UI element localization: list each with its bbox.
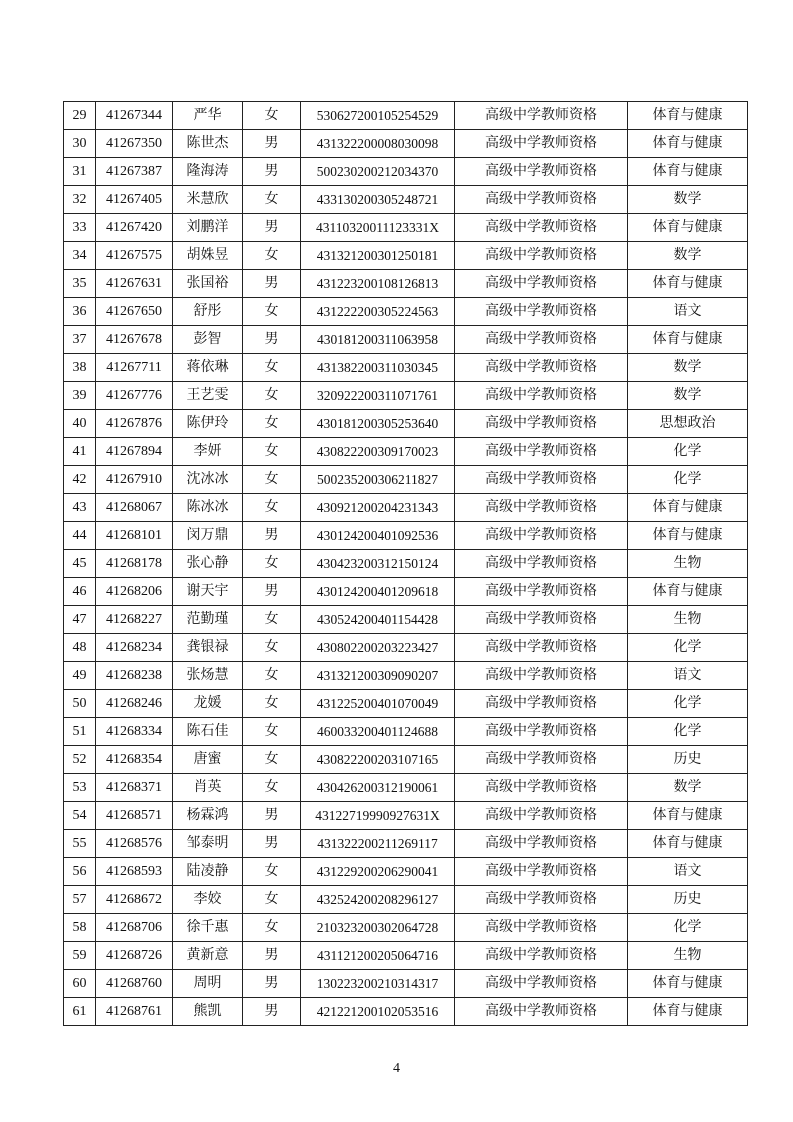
cell-exam-id: 41268227 [96,606,173,634]
cell-qualification: 高级中学教师资格 [455,858,628,886]
cell-exam-id: 41268067 [96,494,173,522]
cell-serial-number: 60 [64,970,96,998]
cell-qualification: 高级中学教师资格 [455,270,628,298]
cell-exam-id: 41267575 [96,242,173,270]
cell-serial-number: 46 [64,578,96,606]
cell-gender: 女 [243,914,301,942]
cell-qualification: 高级中学教师资格 [455,410,628,438]
cell-gender: 男 [243,942,301,970]
cell-qualification: 高级中学教师资格 [455,298,628,326]
cell-gender: 女 [243,410,301,438]
cell-gender: 女 [243,438,301,466]
table-row [64,438,748,466]
cell-serial-number: 40 [64,410,96,438]
cell-qualification: 高级中学教师资格 [455,914,628,942]
table-row [64,466,748,494]
cell-name: 徐千惠 [173,914,243,942]
cell-gender: 女 [243,242,301,270]
cell-qualification: 高级中学教师资格 [455,466,628,494]
cell-id-card: 421221200102053516 [301,998,455,1026]
cell-id-card: 500230200212034370 [301,158,455,186]
cell-qualification: 高级中学教师资格 [455,130,628,158]
cell-serial-number: 50 [64,690,96,718]
cell-exam-id: 41268761 [96,998,173,1026]
cell-serial-number: 41 [64,438,96,466]
cell-exam-id: 41268101 [96,522,173,550]
table-row [64,886,748,914]
cell-serial-number: 57 [64,886,96,914]
cell-subject: 数学 [628,774,748,802]
cell-qualification: 高级中学教师资格 [455,970,628,998]
table-row [64,522,748,550]
cell-subject: 数学 [628,186,748,214]
cell-exam-id: 41268576 [96,830,173,858]
cell-id-card: 430802200203223427 [301,634,455,662]
cell-name: 闵万鼎 [173,522,243,550]
cell-id-card: 430124200401092536 [301,522,455,550]
cell-subject: 体育与健康 [628,326,748,354]
cell-gender: 男 [243,970,301,998]
cell-id-card: 530627200105254529 [301,102,455,130]
cell-exam-id: 41268760 [96,970,173,998]
cell-name: 李姣 [173,886,243,914]
cell-id-card: 430181200311063958 [301,326,455,354]
cell-gender: 女 [243,550,301,578]
cell-id-card: 430822200203107165 [301,746,455,774]
table-row [64,858,748,886]
qualification-list-table [63,101,748,1026]
cell-exam-id: 41267387 [96,158,173,186]
table-row [64,942,748,970]
cell-name: 王艺雯 [173,382,243,410]
cell-exam-id: 41267894 [96,438,173,466]
cell-exam-id: 41268246 [96,690,173,718]
cell-qualification: 高级中学教师资格 [455,774,628,802]
cell-subject: 化学 [628,718,748,746]
cell-exam-id: 41268334 [96,718,173,746]
cell-exam-id: 41268706 [96,914,173,942]
cell-gender: 女 [243,774,301,802]
cell-serial-number: 47 [64,606,96,634]
cell-exam-id: 41267350 [96,130,173,158]
cell-qualification: 高级中学教师资格 [455,746,628,774]
cell-name: 沈冰冰 [173,466,243,494]
cell-qualification: 高级中学教师资格 [455,578,628,606]
cell-name: 谢天宇 [173,578,243,606]
cell-gender: 男 [243,522,301,550]
cell-name: 严华 [173,102,243,130]
cell-gender: 女 [243,494,301,522]
cell-serial-number: 54 [64,802,96,830]
cell-subject: 数学 [628,354,748,382]
cell-serial-number: 59 [64,942,96,970]
cell-id-card: 43122719990927631X [301,802,455,830]
cell-serial-number: 31 [64,158,96,186]
cell-qualification: 高级中学教师资格 [455,522,628,550]
cell-subject: 语文 [628,858,748,886]
cell-name: 陈世杰 [173,130,243,158]
cell-qualification: 高级中学教师资格 [455,998,628,1026]
cell-name: 彭智 [173,326,243,354]
cell-gender: 女 [243,466,301,494]
cell-subject: 体育与健康 [628,494,748,522]
cell-gender: 男 [243,326,301,354]
cell-exam-id: 41268206 [96,578,173,606]
cell-subject: 体育与健康 [628,130,748,158]
cell-gender: 女 [243,746,301,774]
cell-exam-id: 41267344 [96,102,173,130]
cell-name: 龙媛 [173,690,243,718]
table-row [64,970,748,998]
cell-gender: 男 [243,158,301,186]
cell-name: 肖英 [173,774,243,802]
cell-id-card: 431121200205064716 [301,942,455,970]
cell-exam-id: 41268726 [96,942,173,970]
cell-subject: 体育与健康 [628,802,748,830]
cell-subject: 历史 [628,746,748,774]
cell-name: 邹泰明 [173,830,243,858]
cell-id-card: 431225200401070049 [301,690,455,718]
table-row [64,186,748,214]
cell-serial-number: 56 [64,858,96,886]
cell-id-card: 431222200305224563 [301,298,455,326]
cell-subject: 化学 [628,634,748,662]
table-row [64,382,748,410]
cell-id-card: 43110320011123331X [301,214,455,242]
cell-qualification: 高级中学教师资格 [455,886,628,914]
table-row [64,774,748,802]
cell-serial-number: 35 [64,270,96,298]
cell-qualification: 高级中学教师资格 [455,438,628,466]
cell-id-card: 431321200301250181 [301,242,455,270]
table-body [64,102,748,1026]
cell-id-card: 210323200302064728 [301,914,455,942]
cell-subject: 体育与健康 [628,522,748,550]
cell-id-card: 431229200206290041 [301,858,455,886]
cell-qualification: 高级中学教师资格 [455,382,628,410]
cell-exam-id: 41268238 [96,662,173,690]
table-row [64,998,748,1026]
cell-id-card: 433130200305248721 [301,186,455,214]
table-row [64,830,748,858]
cell-serial-number: 52 [64,746,96,774]
cell-id-card: 431223200108126813 [301,270,455,298]
cell-serial-number: 48 [64,634,96,662]
cell-serial-number: 49 [64,662,96,690]
cell-gender: 女 [243,662,301,690]
cell-gender: 男 [243,578,301,606]
cell-name: 杨霖鸿 [173,802,243,830]
cell-id-card: 430181200305253640 [301,410,455,438]
cell-gender: 女 [243,718,301,746]
cell-serial-number: 38 [64,354,96,382]
cell-gender: 男 [243,214,301,242]
cell-id-card: 430124200401209618 [301,578,455,606]
cell-qualification: 高级中学教师资格 [455,606,628,634]
cell-subject: 历史 [628,886,748,914]
cell-name: 舒彤 [173,298,243,326]
cell-subject: 体育与健康 [628,998,748,1026]
table-row [64,746,748,774]
cell-id-card: 431322200211269117 [301,830,455,858]
cell-exam-id: 41267631 [96,270,173,298]
cell-serial-number: 58 [64,914,96,942]
cell-serial-number: 37 [64,326,96,354]
cell-serial-number: 36 [64,298,96,326]
cell-id-card: 500235200306211827 [301,466,455,494]
cell-gender: 女 [243,298,301,326]
cell-qualification: 高级中学教师资格 [455,802,628,830]
cell-subject: 体育与健康 [628,270,748,298]
cell-qualification: 高级中学教师资格 [455,494,628,522]
cell-name: 刘鹏洋 [173,214,243,242]
cell-exam-id: 41268672 [96,886,173,914]
table-row [64,802,748,830]
cell-qualification: 高级中学教师资格 [455,830,628,858]
cell-name: 蒋依琳 [173,354,243,382]
cell-subject: 语文 [628,662,748,690]
cell-serial-number: 32 [64,186,96,214]
cell-id-card: 432524200208296127 [301,886,455,914]
cell-exam-id: 41268593 [96,858,173,886]
cell-qualification: 高级中学教师资格 [455,214,628,242]
cell-id-card: 430426200312190061 [301,774,455,802]
table-row [64,606,748,634]
cell-gender: 男 [243,270,301,298]
cell-subject: 语文 [628,298,748,326]
cell-subject: 生物 [628,606,748,634]
table-row [64,214,748,242]
cell-name: 范勤瑾 [173,606,243,634]
cell-exam-id: 41267650 [96,298,173,326]
cell-subject: 化学 [628,914,748,942]
cell-id-card: 431321200309090207 [301,662,455,690]
cell-serial-number: 45 [64,550,96,578]
cell-exam-id: 41268178 [96,550,173,578]
table-row [64,158,748,186]
cell-subject: 数学 [628,382,748,410]
table-row [64,718,748,746]
cell-serial-number: 33 [64,214,96,242]
cell-name: 胡姝昱 [173,242,243,270]
table-row [64,578,748,606]
table-row [64,102,748,130]
cell-qualification: 高级中学教师资格 [455,186,628,214]
cell-qualification: 高级中学教师资格 [455,634,628,662]
cell-exam-id: 41267420 [96,214,173,242]
cell-gender: 男 [243,830,301,858]
page-number: 4 [393,1061,400,1076]
cell-name: 李妍 [173,438,243,466]
cell-exam-id: 41267876 [96,410,173,438]
cell-qualification: 高级中学教师资格 [455,690,628,718]
cell-subject: 体育与健康 [628,830,748,858]
cell-subject: 体育与健康 [628,158,748,186]
cell-subject: 体育与健康 [628,102,748,130]
cell-gender: 女 [243,382,301,410]
cell-gender: 女 [243,886,301,914]
cell-name: 熊凯 [173,998,243,1026]
table-row [64,550,748,578]
cell-name: 陈冰冰 [173,494,243,522]
cell-serial-number: 55 [64,830,96,858]
cell-exam-id: 41268371 [96,774,173,802]
cell-exam-id: 41267405 [96,186,173,214]
cell-qualification: 高级中学教师资格 [455,242,628,270]
cell-serial-number: 44 [64,522,96,550]
cell-id-card: 431382200311030345 [301,354,455,382]
cell-id-card: 430524200401154428 [301,606,455,634]
cell-subject: 化学 [628,690,748,718]
cell-qualification: 高级中学教师资格 [455,718,628,746]
cell-name: 陆凌静 [173,858,243,886]
cell-id-card: 431322200008030098 [301,130,455,158]
table-row [64,270,748,298]
cell-name: 唐蜜 [173,746,243,774]
cell-name: 张心静 [173,550,243,578]
cell-qualification: 高级中学教师资格 [455,942,628,970]
cell-qualification: 高级中学教师资格 [455,550,628,578]
table-row [64,494,748,522]
table-row [64,690,748,718]
cell-serial-number: 61 [64,998,96,1026]
cell-gender: 男 [243,998,301,1026]
cell-subject: 生物 [628,942,748,970]
cell-name: 张国裕 [173,270,243,298]
cell-serial-number: 34 [64,242,96,270]
cell-exam-id: 41268571 [96,802,173,830]
cell-id-card: 130223200210314317 [301,970,455,998]
cell-exam-id: 41267910 [96,466,173,494]
cell-id-card: 320922200311071761 [301,382,455,410]
cell-exam-id: 41268234 [96,634,173,662]
cell-gender: 女 [243,102,301,130]
cell-name: 陈石佳 [173,718,243,746]
cell-name: 隆海涛 [173,158,243,186]
cell-qualification: 高级中学教师资格 [455,102,628,130]
cell-subject: 生物 [628,550,748,578]
cell-name: 黄新意 [173,942,243,970]
cell-gender: 女 [243,606,301,634]
cell-subject: 思想政治 [628,410,748,438]
cell-gender: 女 [243,858,301,886]
table-row [64,130,748,158]
cell-serial-number: 29 [64,102,96,130]
cell-serial-number: 30 [64,130,96,158]
cell-gender: 男 [243,802,301,830]
table-row [64,634,748,662]
cell-id-card: 430423200312150124 [301,550,455,578]
cell-name: 陈伊玲 [173,410,243,438]
cell-serial-number: 51 [64,718,96,746]
cell-gender: 女 [243,634,301,662]
cell-subject: 化学 [628,466,748,494]
cell-name: 周明 [173,970,243,998]
cell-exam-id: 41267711 [96,354,173,382]
cell-qualification: 高级中学教师资格 [455,354,628,382]
cell-gender: 女 [243,690,301,718]
table-row [64,326,748,354]
cell-serial-number: 53 [64,774,96,802]
cell-subject: 数学 [628,242,748,270]
table-row [64,662,748,690]
cell-gender: 女 [243,354,301,382]
cell-serial-number: 43 [64,494,96,522]
cell-subject: 体育与健康 [628,214,748,242]
cell-subject: 体育与健康 [628,970,748,998]
cell-gender: 男 [243,130,301,158]
cell-name: 米慧欣 [173,186,243,214]
cell-exam-id: 41267776 [96,382,173,410]
cell-id-card: 430921200204231343 [301,494,455,522]
table-row [64,242,748,270]
cell-subject: 体育与健康 [628,578,748,606]
cell-exam-id: 41268354 [96,746,173,774]
table-row [64,298,748,326]
table-row [64,410,748,438]
cell-serial-number: 42 [64,466,96,494]
table-row [64,914,748,942]
cell-qualification: 高级中学教师资格 [455,662,628,690]
cell-name: 张炀慧 [173,662,243,690]
table-row [64,354,748,382]
cell-exam-id: 41267678 [96,326,173,354]
cell-qualification: 高级中学教师资格 [455,158,628,186]
cell-qualification: 高级中学教师资格 [455,326,628,354]
cell-gender: 女 [243,186,301,214]
cell-name: 龚银禄 [173,634,243,662]
cell-id-card: 430822200309170023 [301,438,455,466]
cell-subject: 化学 [628,438,748,466]
cell-serial-number: 39 [64,382,96,410]
cell-id-card: 460033200401124688 [301,718,455,746]
